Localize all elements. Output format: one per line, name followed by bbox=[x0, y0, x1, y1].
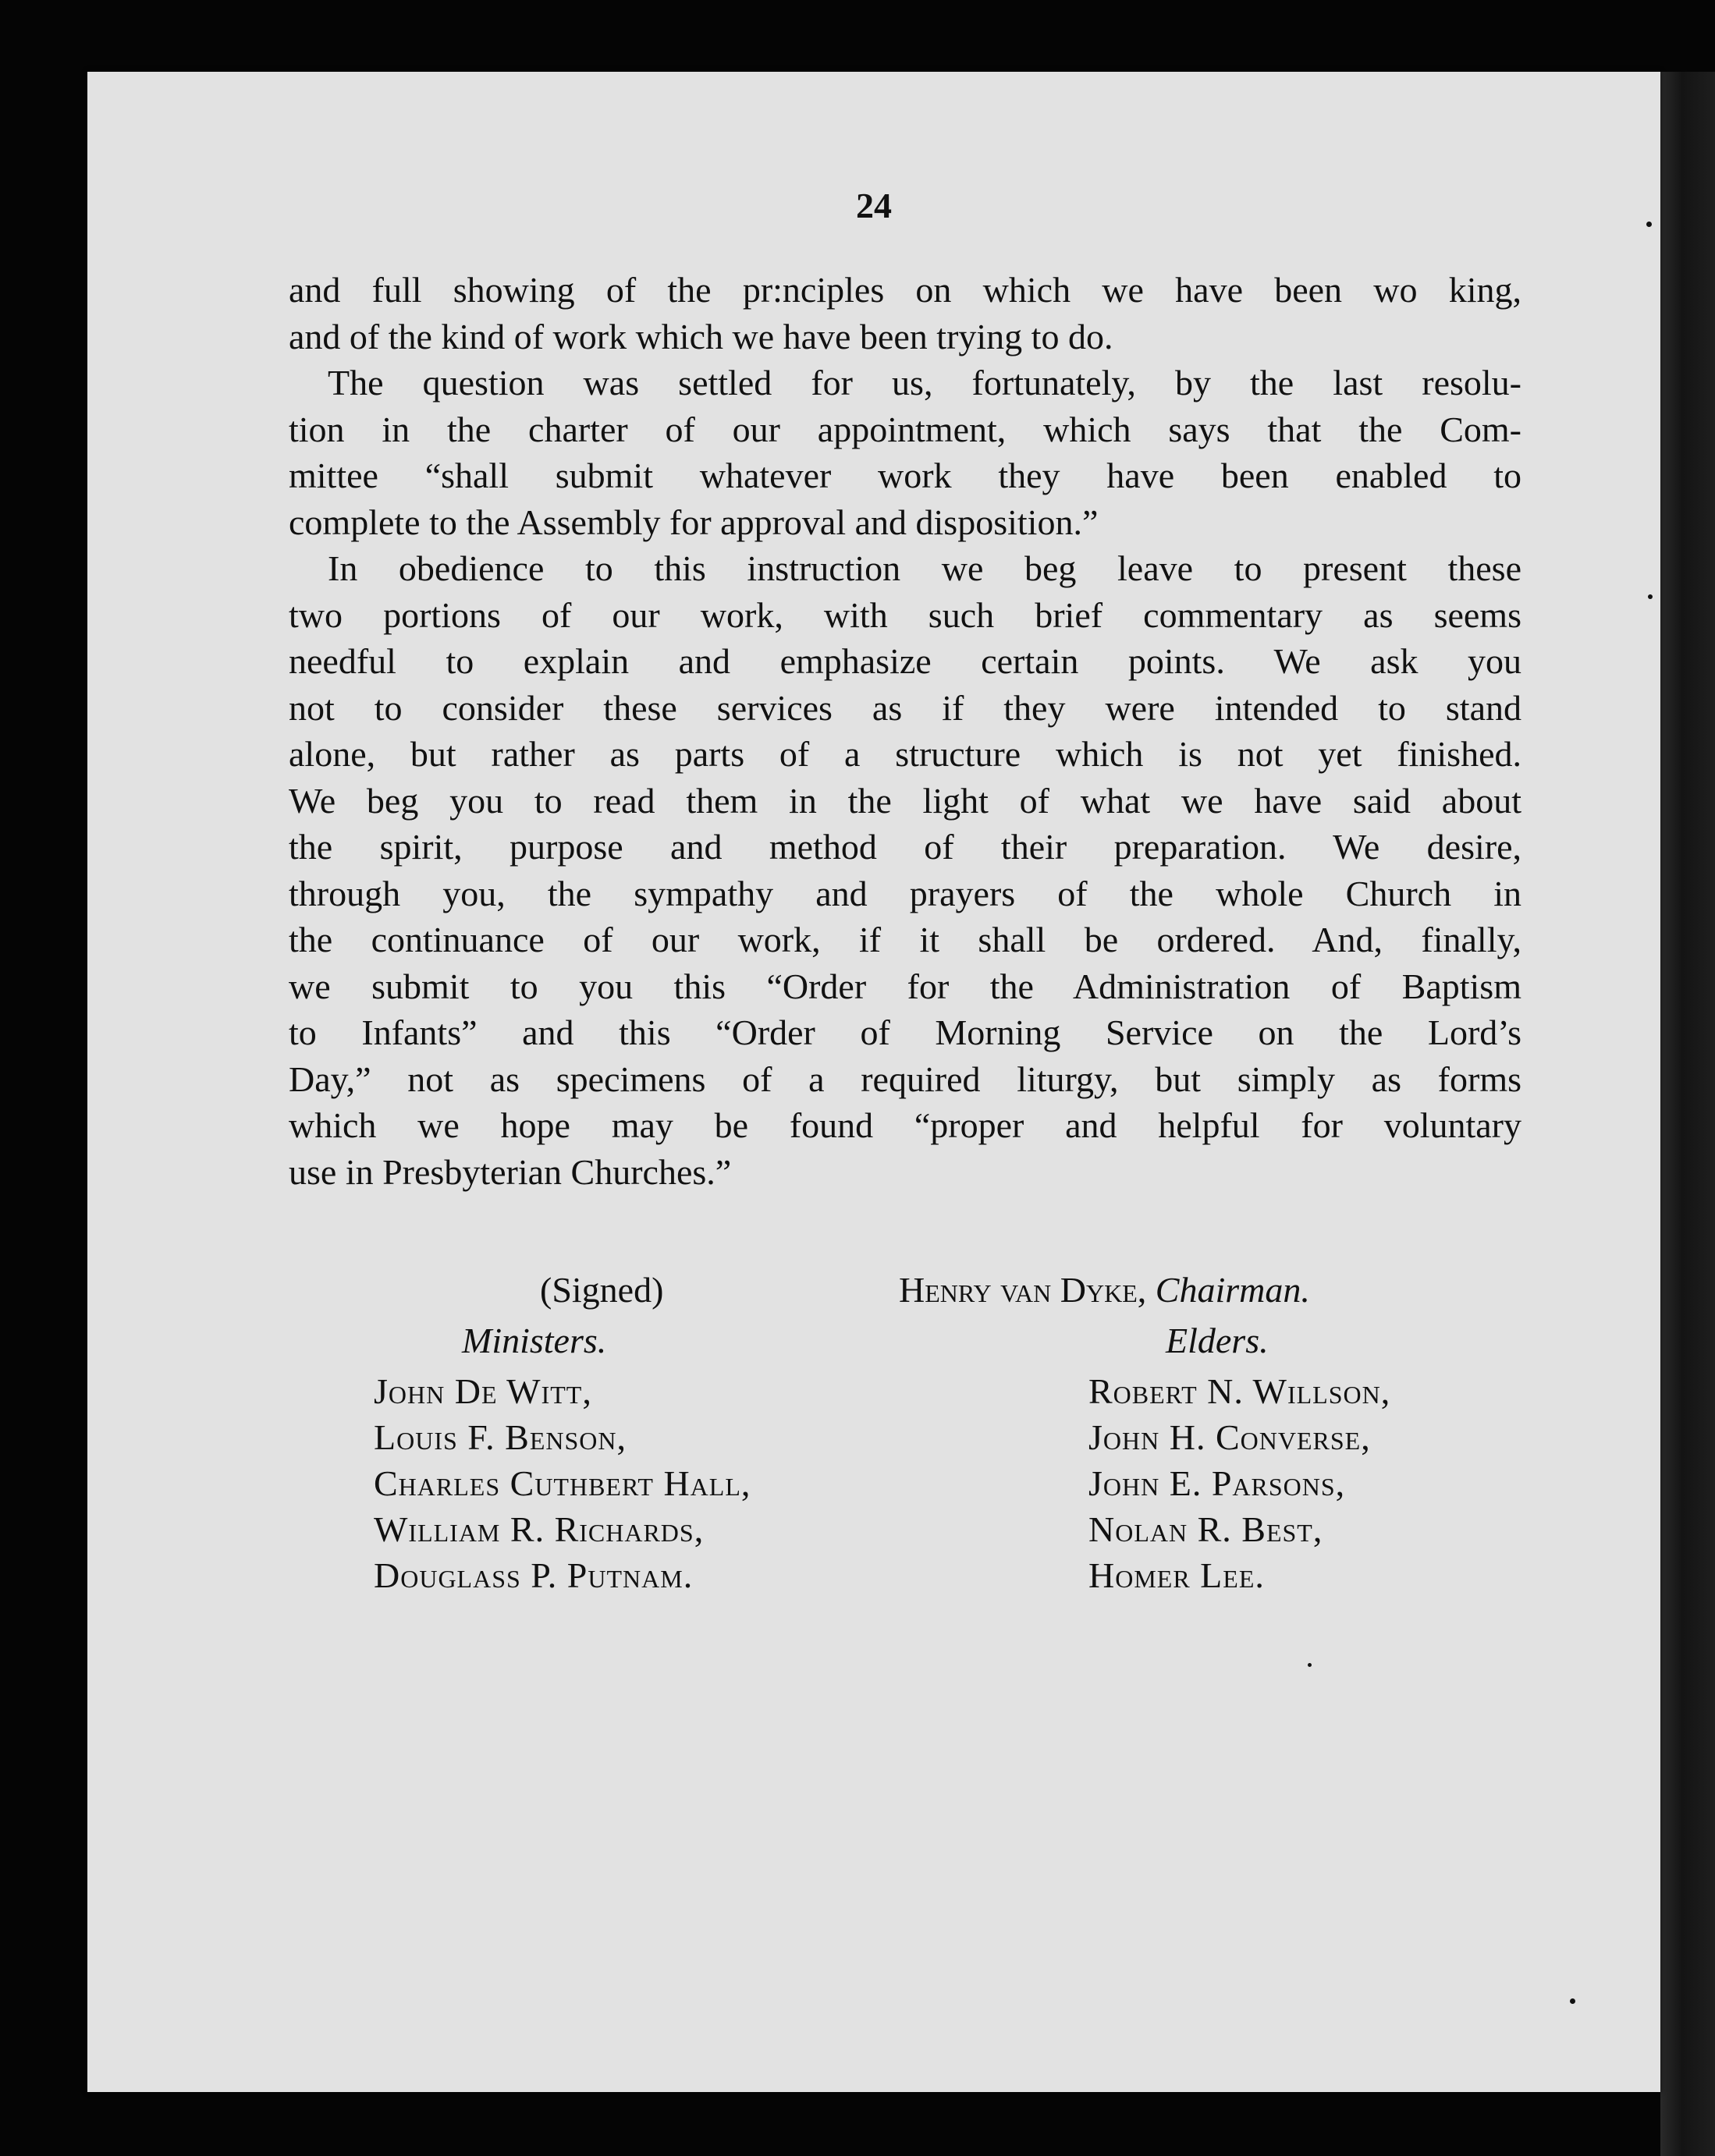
scan-speck bbox=[1646, 222, 1652, 227]
text-line: In obedience to this instruction we beg leave to present these bbox=[328, 548, 1521, 588]
text-line: the continuance of our work, if it shall be ordered. And, finally, bbox=[289, 920, 1521, 959]
text-line: and of the kind of work which we have been trying to do. bbox=[289, 316, 1113, 356]
ministers-heading: Ministers. bbox=[462, 1321, 607, 1360]
scan-speck bbox=[1570, 1998, 1575, 2004]
elder-name: John H. Converse, bbox=[1088, 1417, 1371, 1457]
ministers-list bbox=[374, 1368, 751, 1598]
text-line: mittee “shall submit whatever work they have been enabled to bbox=[289, 456, 1521, 495]
minister-name: Louis F. Benson, bbox=[374, 1417, 627, 1457]
chairman-signature bbox=[899, 1269, 1310, 1310]
elders-heading: Elders. bbox=[1166, 1321, 1269, 1360]
elder-name: Nolan R. Best, bbox=[1088, 1509, 1323, 1549]
minister-name: John De Witt, bbox=[374, 1371, 592, 1411]
scanned-page bbox=[87, 72, 1660, 2092]
text-line: not to consider these services as if they were intended to stand bbox=[289, 687, 1521, 728]
elder-name: John E. Parsons, bbox=[1088, 1463, 1346, 1503]
elder-name: Robert N. Willson, bbox=[1088, 1371, 1391, 1411]
text-line: Day,” not as specimens of a required liturgy, but simply as forms bbox=[289, 1058, 1521, 1099]
chairman-name: Henry van Dyke, bbox=[899, 1270, 1147, 1310]
text-line: The question was settled for us, fortunately, by the last resolu- bbox=[328, 363, 1521, 402]
scan-speck bbox=[1308, 1663, 1312, 1667]
scan-speck bbox=[1648, 594, 1653, 599]
text-line: through you, the sympathy and prayers of the whole Church in bbox=[289, 873, 1521, 913]
text-line: the spirit, purpose and method of their preparation. We desire, bbox=[289, 827, 1521, 867]
body-text bbox=[289, 267, 1521, 1195]
text-line: complete to the Assembly for approval and disposition.” bbox=[289, 502, 1099, 542]
text-line: we submit to you this “Order for the Administration of Baptism bbox=[289, 966, 1521, 1006]
text-line: alone, but rather as parts of a structure which is not yet finished. bbox=[289, 734, 1521, 774]
minister-name: William R. Richards, bbox=[374, 1509, 705, 1549]
book-binding-edge bbox=[1660, 72, 1715, 2156]
text-line: tion in the charter of our appointment, which says that the Com- bbox=[289, 409, 1521, 449]
text-line: needful to explain and emphasize certain points. We ask you bbox=[289, 641, 1521, 681]
text-line: and full showing of the pr:nciples on which we have been wo king, bbox=[289, 270, 1521, 310]
chairman-title: Chairman. bbox=[1155, 1270, 1310, 1310]
text-line: which we hope may be found “proper and helpful for voluntary bbox=[289, 1105, 1521, 1145]
minister-name: Douglass P. Putnam. bbox=[374, 1555, 694, 1595]
signed-label: (Signed) bbox=[540, 1270, 664, 1310]
text-line: use in Presbyterian Churches.” bbox=[289, 1151, 732, 1192]
elders-list bbox=[1088, 1368, 1390, 1598]
minister-name: Charles Cuthbert Hall, bbox=[374, 1463, 751, 1503]
page-number: 24 bbox=[856, 186, 892, 225]
elder-name: Homer Lee. bbox=[1088, 1555, 1265, 1595]
text-line: We beg you to read them in the light of what we have said about bbox=[289, 780, 1521, 821]
text-line: to Infants” and this “Order of Morning Service on the Lord’s bbox=[289, 1012, 1521, 1052]
text-line: two portions of our work, with such brief commentary as seems bbox=[289, 594, 1521, 635]
